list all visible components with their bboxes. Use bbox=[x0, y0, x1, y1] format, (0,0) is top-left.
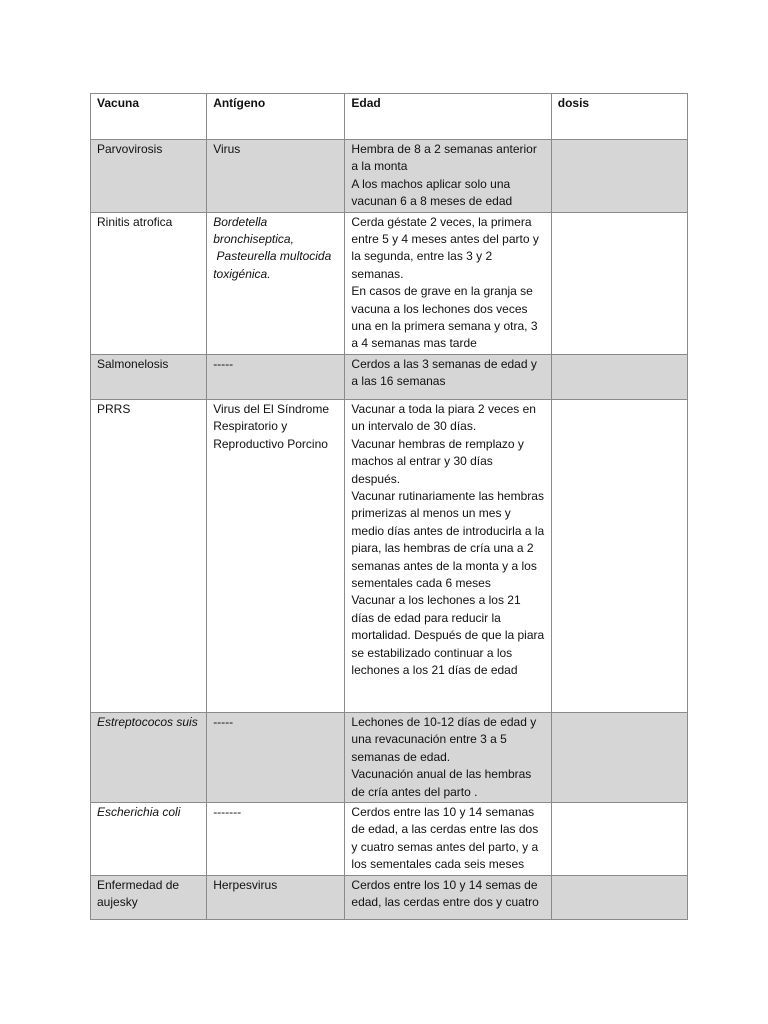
header-dosis: dosis bbox=[551, 94, 687, 140]
edad-text: En casos de grave en la granja se vacuna a los lechones dos veces una en la primera semana y otra, 3 a 4 semanas mas tarde bbox=[351, 284, 538, 351]
antigeno-text: ------- bbox=[213, 804, 242, 819]
edad-cell bbox=[345, 802, 551, 875]
edad-cell bbox=[345, 712, 551, 802]
edad-text: A los machos aplicar solo una vacunan 6 a 8 meses de edad bbox=[351, 176, 513, 209]
table-row bbox=[91, 354, 688, 399]
dosis-cell bbox=[551, 712, 687, 802]
edad-text: Cerdos entre los 10 y 14 semas de edad, las cerdas entre dos y cuatro bbox=[351, 877, 539, 909]
edad-text: Vacunar hembras de remplazo y machos al entrar y 30 días después. bbox=[351, 436, 524, 486]
vacuna-cell: Parvovirosis bbox=[91, 140, 207, 213]
table-row bbox=[91, 875, 688, 919]
vacuna-cell: Estreptococos suis bbox=[91, 712, 207, 802]
antigeno-cell bbox=[207, 712, 345, 802]
antigeno-text: Pasteurella multocida toxigénica. bbox=[213, 249, 335, 281]
antigeno-text: Virus del El Síndrome Respiratorio y Reproductivo Porcino bbox=[213, 401, 330, 451]
edad-text: Vacunación anual de las hembras de cría antes del parto . bbox=[351, 767, 532, 799]
edad-text: Lechones de 10-12 días de edad y una revacunación entre 3 a 5 semanas de edad. bbox=[351, 714, 537, 764]
edad-text: Vacunar a toda la piara 2 veces en un intervalo de 30 días. bbox=[351, 401, 536, 434]
antigeno-cell bbox=[207, 354, 345, 399]
dosis-cell bbox=[551, 875, 687, 919]
edad-cell bbox=[345, 140, 551, 213]
dosis-cell bbox=[551, 140, 687, 213]
header-vacuna: Vacuna bbox=[91, 94, 207, 140]
edad-text: Vacunar a los lechones a los 21 días de edad para reducir la mortalidad. Después de que la piara se estabilizado continuar a los lechones a los 21 días de edad bbox=[351, 593, 545, 677]
edad-text: Vacunar rutinariamente las hembras primerizas al menos un mes y medio días antes de introducirla a la piara, las hembras de cría una a 2 semanas antes de la monta y a los sementales cada 6 meses bbox=[351, 488, 545, 590]
vacuna-cell: Enfermedad de aujesky bbox=[91, 875, 207, 919]
dosis-cell bbox=[551, 212, 687, 354]
table-row bbox=[91, 140, 688, 213]
dosis-cell bbox=[551, 354, 687, 399]
dosis-cell bbox=[551, 399, 687, 712]
edad-cell bbox=[345, 354, 551, 399]
antigeno-cell bbox=[207, 212, 345, 354]
antigeno-text: Herpesvirus bbox=[213, 877, 278, 892]
edad-text: Cerda géstate 2 veces, la primera entre 5 y 4 meses antes del parto y la segunda, entre las 3 y 2 semanas. bbox=[351, 214, 539, 281]
header-edad: Edad bbox=[345, 94, 551, 140]
table-row bbox=[91, 212, 688, 354]
antigeno-text: ----- bbox=[213, 356, 234, 371]
edad-text: Cerdos a las 3 semanas de edad y a las 16 semanas bbox=[351, 356, 537, 389]
antigeno-text: Bordetella bronchiseptica, bbox=[213, 214, 294, 247]
edad-text: Cerdos entre las 10 y 14 semanas de edad, a las cerdas entre las dos y cuatro semas antes del parto, y a los sementales cada seis meses bbox=[351, 804, 539, 872]
table-row bbox=[91, 802, 688, 875]
antigeno-text: ----- bbox=[213, 714, 234, 729]
antigeno-cell bbox=[207, 802, 345, 875]
vacuna-cell: Escherichia coli bbox=[91, 802, 207, 875]
vacuna-cell: PRRS bbox=[91, 399, 207, 712]
antigeno-text: Virus bbox=[213, 142, 241, 156]
dosis-cell bbox=[551, 802, 687, 875]
edad-cell bbox=[345, 399, 551, 712]
vacuna-cell: Rinitis atrofica bbox=[91, 212, 207, 354]
edad-cell bbox=[345, 212, 551, 354]
vaccine-table bbox=[90, 93, 688, 920]
antigeno-cell bbox=[207, 140, 345, 213]
table-row bbox=[91, 712, 688, 802]
antigeno-cell bbox=[207, 399, 345, 712]
table-row bbox=[91, 399, 688, 712]
antigeno-cell bbox=[207, 875, 345, 919]
table-header-row bbox=[91, 94, 688, 140]
vacuna-cell: Salmonelosis bbox=[91, 354, 207, 399]
header-antigeno: Antígeno bbox=[207, 94, 345, 140]
edad-cell bbox=[345, 875, 551, 919]
edad-text: Hembra de 8 a 2 semanas anterior a la monta bbox=[351, 142, 537, 174]
